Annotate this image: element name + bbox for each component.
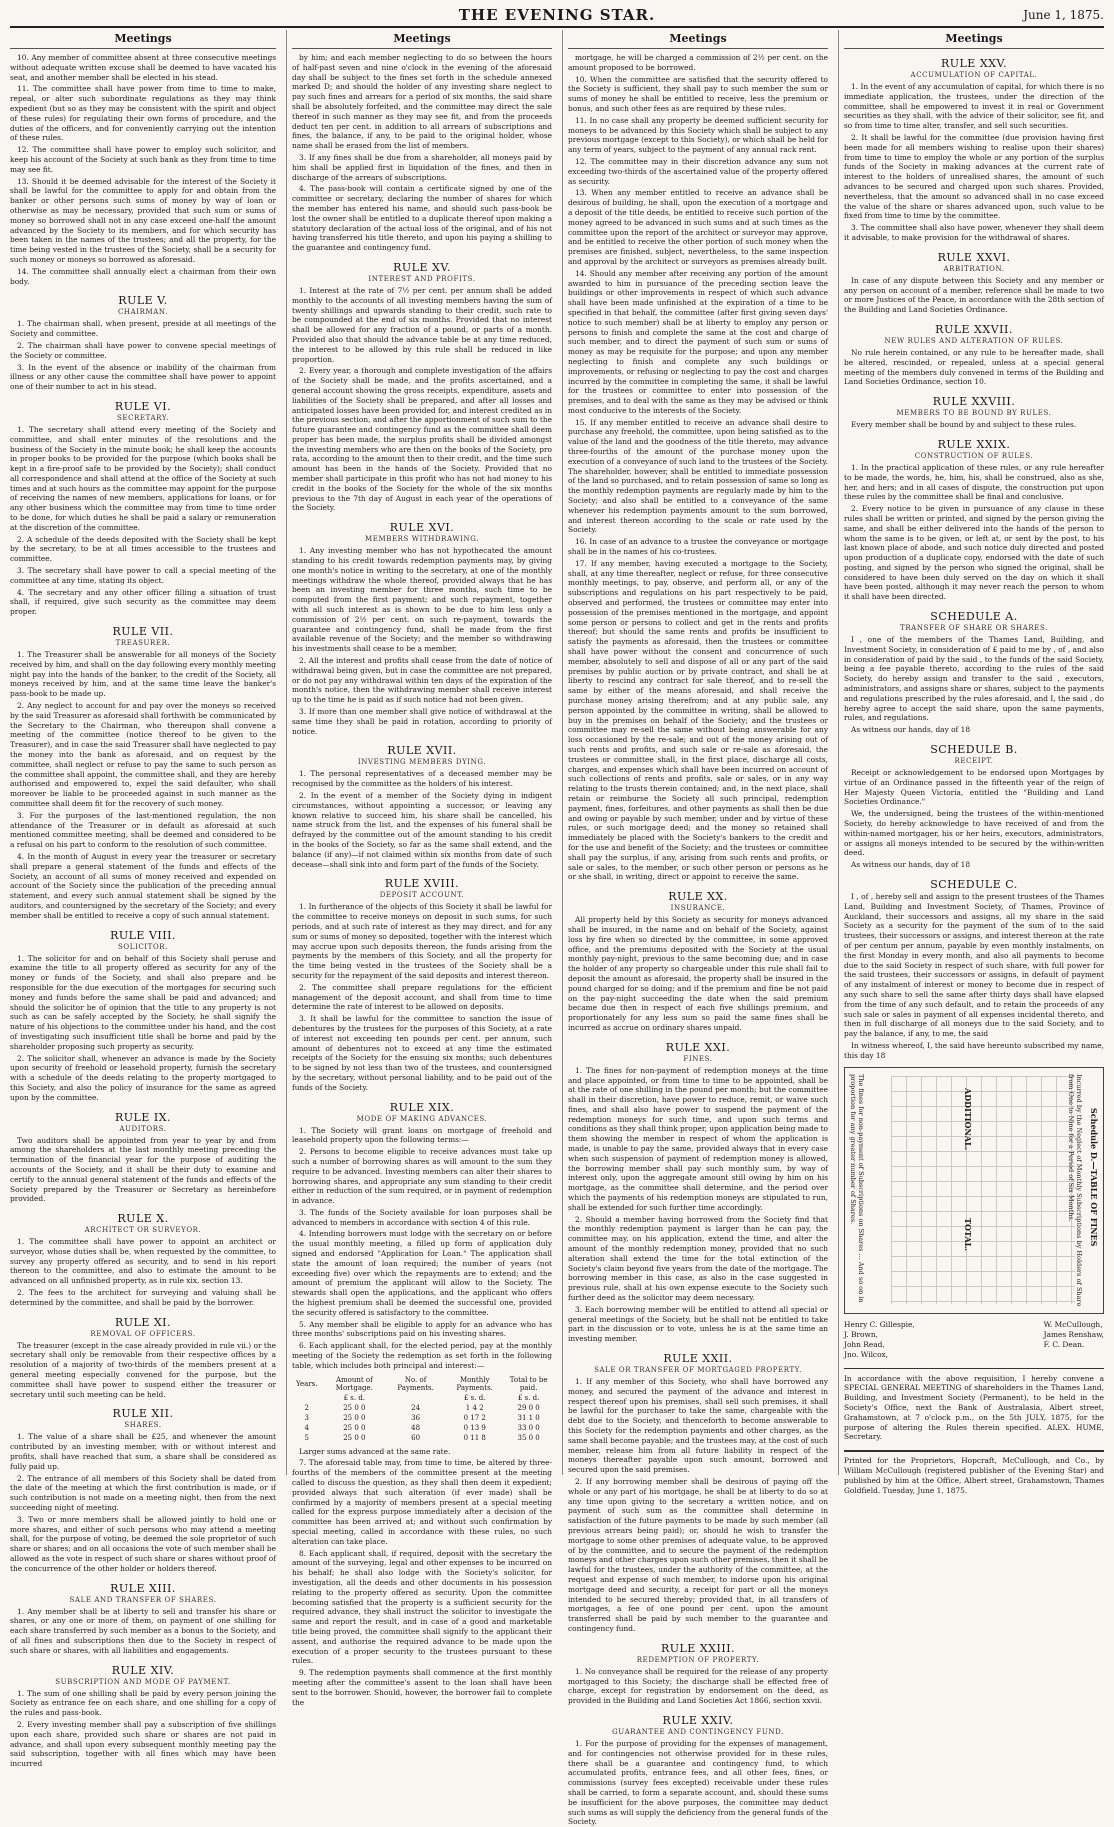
rule-heading: RULE XV.: [393, 260, 451, 274]
paragraph: 2. In the event of a member of the Society dying in indigent circumstances, without appointing a successor, or leaving any known relative to succeed him, his share shall be cancelled, his name struck from the list, and the expenses of his funeral shall be defrayed by the committee out of the amount standing to his credit in the books of the Society, so far as the same shall extend, and the balance (if any)—if not claimed within six months from date of such decease—shall sink into and form part of the funds of the Society.: [292, 791, 552, 869]
table-cell: 33 0 0: [517, 1423, 540, 1432]
paragraph: 4. Intending borrowers must lodge with the secretary on or before the usual monthly meeting, a filled up form of application duly signed and endorsed "Application for Loan." The application shall state the amount of loan required; the number of years (not exceeding five) over which the repayments are to extend; and the amount of premium the applicant will allow to the Society. The stewards shall open the applications, and the applicant who offers the highest premium shall be deemed the successful one, provided the security offered is satisfactory to the committee.: [292, 1229, 552, 1317]
paragraph: 1. No conveyance shall be required for the release of any property mortgaged to this Society; the discharge shall be effected free of charge, except for registration by endorsement on the deed, as provided in the Building and Land Societies Act 1866, section xxvii.: [568, 1666, 828, 1706]
paragraph: 2. The committee shall prepare regulations for the efficient management of the deposit account, and shall from time to time determine the rate of interest to be allowed on deposits.: [292, 982, 552, 1012]
column-heading: Meetings: [568, 30, 828, 49]
table-subheader: £ s. d.: [463, 1393, 486, 1402]
paragraph: 10. Any member of committee absent at three consecutive meetings without adequate written excuse shall be deemed to have vacated his seat, and another member shall be elected in his stead.: [10, 53, 276, 82]
paragraph: 1. Any investing member who has not hypothecated the amount standing to his credit towards redemption payments may, by giving one month's notice in writing to the secretary, at one of the monthly meetings withdraw the whole thereof, provided always that he has been an investing member for three months, such time to be computed from the first payment; and such repayment, together with all such interest as is shown to be due to him less only a commission of 2½ per cent. on such re-payment, towards the guarantee and contingency fund, shall be made from the first available revenue of the Society; and the member so withdrawing his investments shall cease to be a member.: [292, 546, 552, 654]
rule-subheading: INVESTING MEMBERS DYING.: [357, 758, 487, 767]
signatory: Jno. Wilcox,: [844, 1349, 889, 1359]
table-cell: 5: [304, 1433, 309, 1442]
rule-heading: RULE XXVIII.: [932, 395, 1016, 409]
table-header: Years.: [296, 1379, 318, 1388]
paragraph: I , of , hereby sell and assign to the present trustees of the Thames Land, Building and Investment Society, of Thames, Province of Auckland, their successors and assigns, all my share in the said Society as a security for the payment of the sum of to the said trustees, their successors or assigns, and interest thereon at the rate of per centum per annum, payable by even monthly instalments, on the first Monday in every month, and also all payments to become due to the said Society in respect of such share, with full power for the said trustees, their successors or assigns, in default of payment of any instalment of interest or money to become due in respect of any such share to sell the same after thirty days shall have elapsed from the time of any such default, and to retain the proceeds of any such sale or sales in payment of all expenses incidental thereto, and then in full discharge of all moneys due to the said Society, and to pay the balance, if any, to me, the said: [844, 892, 1104, 1039]
rule-subheading: CHAIRMAN.: [117, 308, 169, 317]
rule-subheading: CONSTRUCTION OF RULES.: [914, 451, 1034, 460]
paragraph: The treasurer (except in the case already provided in rule vii.) or the secretary shall only be removable from their respective offices by a resolution of a majority of two-thirds of the members present at a general meeting especially convened for the purpose, but the committee shall have power to suspend either the treasurer or secretary until such meeting can be held.: [10, 1340, 276, 1399]
signatures: [844, 1320, 1104, 1360]
paragraph: 2. Should a member having borrowed from the Society find that the monthly redemption payment is larger than he can pay, the committee may, on his application, extend the time, and alter the amount of the monthly redemption money, provided that no such alteration shall extend the time for the total extinction of the Society's claim beyond five years from the date of the mortgage. The borrowing member in this case, as also in the case suggested in previous rule, shall at his own expense execute to the Society such further deed as the solicitor may deem necessary.: [568, 1214, 828, 1303]
paragraph: 2. The entrance of all members of this Society shall be dated from the date of the meeting at which the first contribution is made, or if such contribution is not made on a meeting night, then from the next succeeding night of meeting.: [10, 1473, 276, 1513]
paragraph: 4. The secretary and any other officer filling a situation of trust shall, if required, give such security as the committee may deem proper.: [10, 587, 276, 617]
paragraph: 2. If any borrowing member shall be desirous of paying off the whole or any part of his mortgage, he shall be at liberty to do so at any time upon giving to the secretary a written notice, and on payment of such sum as the committee shall determine in satisfaction of the future payments to be made by such member (all previous arrears being paid); or, should he wish to transfer the mortgage to some other premises of adequate value, to be approved of by the committee, and to secure the payment of the redemption moneys and other charges upon such other premises, then it shall be lawful for the trustees, under the authority of the committee, at the request and expense of such member, to indorse upon his original mortgage deed and security, a receipt for part or all the moneys intended to be secured thereby; provided that, in all transfers of mortgages, a fee of one pound per cent. upon the amount transferred shall be paid by such member to the guarantee and contingency fund.: [568, 1476, 828, 1633]
rule-heading: RULE VIII.: [110, 928, 176, 942]
rule-heading: RULE XVII.: [387, 744, 457, 758]
paragraph: 3. If more than one member shall give notice of withdrawal at the same time they shall be paid in rotation, according to priority of notice.: [292, 707, 552, 736]
table-cell: 0 11 8: [463, 1433, 486, 1442]
paragraph: 1. The sum of one shilling shall be paid by every person joining the Society as entrance fee on each share, and one shilling for a copy of the rules and pass-book.: [10, 1688, 276, 1718]
paragraph: 1. In furtherance of the objects of this Society it shall be lawful for the committee to receive moneys on deposit in such sums, for such periods, and at such rate of interest as they may direct, and for any sum or sums of money so deposited, together with the interest which may accrue upon such deposits thereon, the funds arising from the payments by the members of this Society, and all the property for the time being vested in the trustees of the Society shall be a security for the repayment of the said deposits and interest thereon.: [292, 902, 552, 980]
fines-note: The fines for non-payment of Subscriptions on Shares ... And so on in proportion for any greater number of Shares.: [849, 1073, 865, 1303]
paragraph: 15. If any member entitled to receive an advance shall desire to purchase any freehold, the committee, upon being satisfied as to the value of the land and the goodness of the title thereto, may advance three-fourths of the amount of the purchase money upon the execution of a conveyance of such land to the trustees of the Society. The shareholder, however, shall be entitled to immediate possession of the land so purchased, and to retain possession of same so long as the monthly redemption payments are regularly made by him to the Society; and also shall be entitled to a conveyance of the same whenever his redemption payments amount to the sum borrowed, and interest thereon according to the scale or rate used by the Society.: [568, 417, 828, 535]
columns: [10, 30, 1104, 1827]
table-cell: 35 0 0: [517, 1433, 540, 1442]
paragraph: 1. For the purpose of providing for the expenses of management, and for contingencies not otherwise provided for in these rules, there shall be a guarantee and contingency fund, to which accumulated profits, entrance fees, and all other fees, fines, or commissions (survey fees excepted) receivable under these rules shall be carried, to form a separate account, and, should these sums be insufficient for the above purposes, the committee may deduct such sums as will supply the deficiency from the general funds of the Society.: [568, 1738, 828, 1827]
paragraph: In witness whereof, I, the said have hereunto subscribed my name, this day 18: [844, 1040, 1104, 1060]
rule-subheading: ARBITRATION.: [943, 264, 1005, 273]
paragraph: As witness our hands, day of 18: [851, 860, 971, 870]
table-cell: 1 4 2: [465, 1403, 484, 1412]
table-cell: 0 17 2: [463, 1413, 486, 1422]
rule-subheading: NEW RULES AND ALTERATION OF RULES.: [884, 336, 1064, 345]
rule-subheading: AUDITORS.: [119, 1124, 167, 1133]
paragraph: 2. Persons to become eligible to receive advances must take up such a number of borrowing shares as will amount to the sum they require to be advanced. Investing members can alter their shares to borrowing shares, and appropriate any sum standing to their credit either in reduction of the sum required, or in payment of redemption in advance.: [292, 1147, 552, 1206]
paragraph: In case of any dispute between this Society and any member or any person on account of a member, reference shall be made to two or more Justices of the Peace, in accordance with the 28th section of the Building and Land Societies Ordinance.: [844, 275, 1104, 315]
advance-table: [292, 1375, 552, 1443]
table-header: Amount of Mortgage.: [335, 1375, 373, 1392]
signatory: F. C. Dean.: [1043, 1339, 1085, 1349]
paragraph: 9. The redemption payments shall commence at the first monthly meeting after the committee's assent to the loan shall have been sent to the borrower. Should, however, the borrower fail to complete the: [292, 1668, 552, 1707]
fines-additional-label: ADDITIONAL.: [963, 1087, 973, 1150]
paragraph: 11. In no case shall any property be deemed sufficient security for moneys to be advanced by this Society which shall be subject to any previous mortgage (except to this Society), or which shall be held for any term of years, subject to the payment of any annual rack rent.: [568, 115, 829, 155]
paragraph: 1. In the practical application of these rules, or any rule hereafter to be made, the words, he, him, his, shall be construed, also as she, her, and hers; and in all cases of dispute, the construction put upon these rules by the committee shall be final and conclusive.: [844, 462, 1104, 502]
printer-imprint: Printed for the Proprietors, Hopcraft, McCullough, and Co., by William McCullough (registered publisher of the Evening Star) and published by him at the Office, Albert street, Grahamstown, Thames Goldfield. Tuesday, June 1, 1875.: [844, 1450, 1104, 1495]
table-cell: 0 13 9: [463, 1423, 486, 1432]
rule-heading: RULE XVI.: [389, 521, 455, 535]
rule-heading: RULE VI.: [114, 399, 172, 413]
paragraph: Larger sums advanced at the same rate.: [299, 1446, 451, 1456]
signatory: Henry C. Gillespie,: [844, 1319, 915, 1329]
rule-subheading: FINES.: [683, 1054, 713, 1063]
rule-heading: RULE XXIX.: [937, 437, 1011, 451]
signatory: James Renshaw,: [1043, 1329, 1104, 1339]
rule-subheading: MEMBERS TO BE BOUND BY RULES.: [896, 409, 1052, 418]
rule-heading: RULE X.: [117, 1212, 169, 1226]
rule-subheading: INTEREST AND PROFITS.: [368, 274, 476, 283]
column-heading: Meetings: [10, 30, 276, 49]
paragraph: 2. Every year, a thorough and complete investigation of the affairs of the Society shall be made, and the profits ascertained, and a general account showing the gross receipts, expenditure, assets and liabilities of the Society shall be prepared, and after all losses and anticipated losses have been provided for, and interest credited as in the previous section, and after the apportionment of such sum to the future guarantee and contingency fund as the committee shall deem proper has been made, the surplus profits shall be divided amongst the investing members who are then on the books of the Society, pro rata, according to the amount then to their credit, and the time such amount has been in the hands of the Society. Provided that no member shall participate in this profit who has not had money to his credit in the books of the Society for the whole of the six months previous to the 7th day of August in each year of the operations of the Society.: [292, 366, 552, 513]
rule-heading: RULE XXII.: [663, 1352, 733, 1366]
paragraph: 8. Each applicant shall, if required, deposit with the secretary the amount of the surveying, legal and other expenses to be incurred on his behalf; he shall also lodge with the Society's solicitor, for investigation, all the deeds and other documents in his possession relating to the property offered as security. Upon the committee becoming satisfied that the property is a sufficient security for the required advance, they shall instruct the solicitor to investigate the same and report the result, and in case of a good and marketable title being proved, the committee shall signify to the applicant their assent, and authorise the required advance to be made upon the execution of a proper security to the trustees pursuant to these rules.: [292, 1548, 552, 1666]
rule-heading: RULE XIX.: [389, 1100, 455, 1114]
fines-schedule-table: [844, 1067, 1104, 1314]
paragraph: Every member shall be bound by and subject to these rules.: [851, 420, 1077, 430]
table-cell: 25 0 0: [343, 1423, 366, 1432]
table-cell: 48: [411, 1423, 421, 1432]
rule-subheading: GUARANTEE AND CONTINGENCY FUND.: [612, 1727, 784, 1736]
table-cell: 25 0 0: [343, 1433, 366, 1442]
column-1: [10, 30, 276, 1769]
paragraph: 1. Interest at the rate of 7½ per cent. per annum shall be added monthly to the accounts of all investing members having the sum of twenty shillings and upwards standing to their credit, such rate to be compounded at the end of six months. Provided that no interest shall be allowed for any fraction of a pound, or parts of a month. Provided also that should the advance table be at any time reduced, the interest to be allowed by this rule shall be reduced in like proportion.: [292, 285, 552, 364]
rule-subheading: SALE AND TRANSFER OF SHARES.: [69, 1595, 217, 1604]
rule-heading: RULE IX.: [114, 1110, 172, 1124]
paragraph: 6. Each applicant shall, for the elected period, pay at the monthly meeting of the Society the redemption as set forth in the following table, which includes both principal and interest:—: [292, 1341, 552, 1370]
table-subheader: [292, 1393, 322, 1403]
paragraph: 1. The value of a share shall be £25, and whenever the amount contributed by an investing member, with or without interest and profits, shall have reached that sum, a share shall be considered as fully paid up.: [10, 1432, 276, 1471]
rule-heading: RULE XII.: [112, 1407, 174, 1421]
table-cell: 2: [304, 1403, 309, 1412]
masthead: [10, 4, 1104, 28]
paragraph: 3. Each borrowing member will be entitled to attend all special or general meetings of the Society, but he shall not be entitled to take part in the discussion or to vote, unless he is at the same time an investing member.: [568, 1304, 828, 1344]
paragraph: I , one of the members of the Thames Land, Building, and Investment Society, in consideration of £ paid to me by , of , and also in consideration of paid by the said , to the funds of the said Society, being a fee payable thereto, according to the rules of the said Society, do hereby assign and transfer to the said , executors, administrators, and assigns share or shares, subject to the payments and regulations prescribed by the rules aforesaid, and I, the said , do hereby agree to accept the said share, upon the same payments, rules, and regulations.: [844, 635, 1104, 723]
signatory: W. McCullough,: [1043, 1319, 1103, 1329]
rule-heading: RULE XXVI.: [937, 250, 1011, 264]
table-cell: 25 0 0: [343, 1403, 366, 1412]
rule-heading: RULE XXI.: [665, 1040, 731, 1054]
table-cell: 29 0 0: [517, 1403, 540, 1412]
paragraph: 10. When the committee are satisfied that the security offered to the Society is sufficient, they shall pay to such member the sum or sums of money he shall be entitled to receive, less the premium or bonus, and such other fees as are required by these rules.: [568, 74, 828, 113]
paragraph: We, the undersigned, being the trustees of the within-mentioned Society, do hereby acknowledge to have received of and from the within-named mortgager, his or her heirs, executors, administrators, or assigns all moneys intended to be secured by the within-written deed.: [844, 809, 1104, 858]
rule-heading: RULE XVIII.: [384, 877, 460, 891]
meeting-notice: In accordance with the above requisition, I hereby convene a SPECIAL GENERAL MEETING of shareholders in the Thames Land, Building, and Investment Society (Permanent), to be held in the Society's Office, next the Bank of Australasia, Albert street, Grahamstown, at 7 o'clock p.m., on the 5th JULY, 1875, for the purpose of altering the Rules therein specified. ALEX. HUME, Secretary.: [844, 1368, 1104, 1443]
rule-subheading: RECEIPT.: [954, 757, 994, 766]
paragraph: As witness our hands, day of 18: [851, 725, 971, 735]
rule-subheading: SHARES.: [124, 1421, 162, 1430]
paragraph: 2. Any neglect to account for and pay over the moneys so received by the said Treasurer as aforesaid shall forthwith be communicated by the Secretary to the Chairman, who thereupon shall convene a meeting of the committee (notice thereof to be given to the Treasurer), and in case the said Treasurer shall have neglected to pay the money into the bank as aforesaid, and on request by the committee, shall neglect or refuse to pay the same to such person as the committee shall appoint, the committee shall, and they are hereby authorised and empowered to, expel the said defaulter, who shall moreover be liable to be proceeded against in such manner as the committee shall deem fit for the recovery of such money.: [10, 701, 276, 808]
signatory: John Read,: [844, 1339, 885, 1349]
paragraph: 1. The committee shall have power to appoint an architect or surveyor, whose duties shall be, when requested by the committee, to survey any property offered as security, and to send in his report thereon to the committee, and also to estimate the amount to be advanced on all unfinished property, as in rule xix, section 13.: [10, 1237, 276, 1286]
rule-heading: SCHEDULE C.: [930, 878, 1018, 892]
rule-subheading: MEMBERS WITHDRAWING.: [364, 535, 480, 544]
rule-heading: RULE XX.: [668, 890, 728, 904]
rule-subheading: MODE OF MAKING ADVANCES.: [356, 1114, 488, 1123]
paragraph: 1. If any member of this Society, who shall have borrowed any money, and secured the payment of the advance and interest in respect thereof upon his premises, shall sell such premises, it shall be lawful for the purchaser to take the same, chargeable with the debt due to the Society, and thenceforth to become answerable to this Society for the redemption payments and other charges, as the same shall become payable; and the trustees may, at the cost of such member, release him from all future liability in respect of the moneys thereafter payable upon such amount, borrowed and secured upon the said premises.: [568, 1377, 828, 1475]
table-cell: 25 0 0: [343, 1413, 366, 1422]
paragraph: 3. It shall be lawful for the committee to sanction the issue of debentures by the trustees for the purposes of this Society, at a rate of interest not exceeding ten pounds per cent. per annum, such amount of debentures not to exceed at any time the estimated receipts of the Society for the ensuing six months; such debentures to be signed by not less than two of the trustees, and countersigned by the secretary, without personal liability, and to be paid out of the funds of the Society.: [292, 1014, 552, 1092]
paragraph: 3. If any fines shall be due from a shareholder, all moneys paid by him shall be applied first in liquidation of the fines, and then in discharge of the arrears of subscriptions.: [292, 152, 552, 182]
paragraph: 1. The solicitor for and on behalf of this Society shall peruse and examine the title to all property offered as security for any of the money or funds of the Society, and shall also prepare and be responsible for the due execution of the mortgages for securing such money and funds before the same shall be paid and advanced; and should the solicitor be of opinion that the title to any property is not such as can be safely accepted by the Society, he shall signify the nature of his objections to the committee under his hand, and the cost of investigating such insufficient title shall be borne and paid by the shareholder proposing such property as security.: [10, 953, 276, 1051]
paragraph: 13. Should it be deemed advisable for the interest of the Society it shall be lawful for the committee to apply for and obtain from the banker or other persons such sums of money by way of loan or otherwise as may be necessary, provided that such sum or sums of money so borrowed shall not in any case exceed one-half the amount advanced by the Society to its members, and for which security has been taken in the names of the trustees; and all the property, for the time being vested in the trustees of the Society, shall be a security for such money or moneys so borrowed as aforesaid.: [10, 176, 276, 264]
paragraph: by him; and each member neglecting to do so between the hours of half-past seven and nine o'clock in the evening of the aforesaid day shall be subject to the fines set forth in the schedule annexed marked D; and should the holder of any investing share neglect to pay such fines and arrears for a period of six months, the said share shall be absolutely forfeited, and the committee may direct the sale thereof in such manner as they may see fit, and from the proceeds deduct ten per cent. in addition to all arrears of subscriptions and fines, the balance, if any, to be paid to the original holder, whose name shall be erased from the list of members.: [292, 53, 552, 151]
paragraph: 5. Any member shall be eligible to apply for an advance who has three months' subscriptions paid on his investing shares.: [292, 1319, 552, 1339]
paragraph: 3. The committee shall also have power, whenever they shall deem it advisable, to make provision for the withdrawal of shares.: [844, 223, 1104, 242]
rule-subheading: SUBSCRIPTION AND MODE OF PAYMENT.: [55, 1677, 231, 1686]
paragraph: 2. Every notice to be given in pursuance of any clause in these rules shall be written or printed, and signed by the person giving the same, and shall be either delivered into the hands of the person to whom the same is to be given, or left at, or sent by the post, to his last known place of abode, and such notice duly directed and posted upon production of a duplicate copy, endorsed with the date of such posting, and signed by the person who signed the original, shall be considered to have been duly served on the day on which it shall have been posted, although it may never reach the person to whom it shall have been directed.: [844, 504, 1104, 602]
paragraph: Receipt or acknowledgement to be endorsed upon Mortgages by virtue of an Ordinance passed in the fifteenth year of the reign of Her Majesty Queen Victoria, entitled the "Building and Land Societies Ordinance.": [844, 768, 1104, 807]
paragraph: 1. The secretary shall attend every meeting of the Society and committee, and shall enter minutes of the resolutions and the business of the Society in the minute book; he shall keep the accounts in proper books to be provided for the purpose (which books shall be kept in a fire-proof safe to be provided by the Society); shall conduct all correspondence and shall attend at the office of the Society at such times and at such hours as the committee may appoint for the purpose of receiving the names of new members, applications for loans, or for any other business which the committee may from time to time order to be done, for which duties he shall be paid a salary or remuneration at the discretion of the committee.: [10, 424, 276, 532]
rule-heading: RULE XIII.: [110, 1581, 176, 1595]
paragraph: 12. The committee shall have power to employ such solicitor, and keep his account of the Society at such bank as they from time to time may see fit.: [10, 145, 276, 174]
paragraph: 3. For the purposes of the last-mentioned regulation, the non attendance of the Treasurer or in default as aforesaid at such mentioned committee meeting, shall be deemed and considered to be a refusal on his part to conform to the resolution of such committee.: [10, 810, 276, 850]
paragraph: 14. Should any member after receiving any portion of the amount awarded to him in pursuance of the preceding section leave the buildings or other improvements in respect of which such advance shall have been made unfinished at the expiration of a time to be specified in that behalf, the committee (after first giving seven days' notice to such member) shall be at liberty to employ any person or persons to finish and complete the same at the cost and charge of such member, and to direct the payment of such sum or sums of money as may be requisite for the purpose; and upon any member neglecting to finish and complete any such buildings or improvements, or refusing or neglecting to pay the cost and charges incurred by the committee in completing the same, it shall be lawful for the trustees or committee to enter into possession of the premises, and to deal with the same as they may be advised or think most conducive to the interests of the Society.: [568, 268, 828, 415]
paragraph: No rule herein contained, or any rule to be hereafter made, shall be altered, rescinded, or repealed, unless at a special general meeting of the members duly convened in terms of the Building and Land Societies Ordinance, section 10.: [844, 347, 1104, 387]
rule-heading: RULE XIV.: [111, 1663, 175, 1677]
paragraph: 1. Any member shall be at liberty to sell and transfer his share or shares, or any one or more of them, on payment of one shilling for each share transferred by such member as a bonus to the Society, and of all fines and subscriptions then due to the Society in respect of such share or shares, with all liabilities and engagements.: [10, 1606, 276, 1655]
paragraph: 1. The Society will grant loans on mortgage of freehold and leasehold property upon the following terms:—: [292, 1125, 552, 1145]
rule-heading: RULE XI.: [114, 1315, 172, 1329]
paragraph: 17. If any member, having executed a mortgage to the Society, shall, at any time thereafter, neglect or refuse, for three consecutive monthly meetings, to pay, observe, and perform all, or any of the subscriptions and regulations on his part respectively to be paid, observed and performed, the trustees or committee may enter into possession of the premises mentioned in the mortgage, and appoint some person or persons to collect and get in the rents and profits thereof; but should the same rents and profits be insufficient to satisfy the payments as aforesaid, then the trustees or committee shall have power without the consent and concurrence of such member, absolutely to sell and dispose of all or any part of the said premises by public auction or by private contract, and shall be at liberty to rescind any contract for sale thereof, and to re-sell the same by either of the means aforesaid, and shall receive the purchase money arising therefrom; and at any public sale, any person appointed by the committee in writing, shall be allowed to buy in the premises on behalf of the Society; and the trustees or committee may re-sell the same without being answerable for any loss occasioned by the re-sale; and out of the money arising out of such rents and profits, and such sale or re-sale as aforesaid, the trustees or committee shall, in the first place, discharge all costs, charges, and expenses which shall have been incurred on account of such collections of rents and profits, sale or sales, or in any way relating to the trusts therein contained; and, in the next place, shall retain or reimburse the Society all such principal, redemption payment, fines, forfeitures, and other payments as shall then be due and owing or payable by such member, under and by virtue of these rules, or such mortgage deed; and the money so retained shall immediately be placed with the Society's bankers to the credit and for the use and benefit of the Society; and the trustees or committee shall pay the surplus, if any, arising from such rents and profits, or sale or sales, to the member, or such other person or persons as he or she shall, in writing, direct or appoint to receive the same.: [568, 558, 828, 882]
paragraph: 3. In the event of the absence or inability of the chairman from illness or any other cause the committee shall have power to appoint one of their number to act in his stead.: [10, 362, 276, 392]
table-subheader: £ s. d.: [517, 1393, 540, 1402]
table-subheader: [387, 1393, 444, 1403]
paragraph: 7. The aforesaid table may, from time to time, be altered by three-fourths of the members of the committee present at the meeting called to discuss the question, as they shall then deem it expedient; provided always that such alteration (if ever made) shall be confirmed by a majority of members present at a special meeting called for the express purpose immediately after a decision of the committee has been arrived at; and without such confirmation by special meeting, called in accordance with these rules, no such alteration can take place.: [292, 1458, 552, 1546]
signatures-left: [844, 1320, 915, 1360]
paragraph: 1. The personal representatives of a deceased member may be recognised by the committee as the holders of his interest.: [292, 769, 552, 789]
rule-subheading: ARCHITECT OR SURVEYOR.: [84, 1226, 202, 1235]
table-header: Monthly Payments.: [456, 1375, 493, 1392]
fines-grid: [891, 1076, 1075, 1304]
column-2: [286, 30, 552, 1707]
rule-heading: RULE XXVII.: [935, 322, 1013, 336]
paragraph: 14. The committee shall annually elect a chairman from their own body.: [10, 266, 276, 286]
rule-subheading: REDEMPTION OF PROPERTY.: [636, 1655, 760, 1664]
table-header: No. of Payments.: [397, 1375, 434, 1392]
column-3: [562, 30, 829, 1827]
paragraph: 2. The chairman shall have power to convene special meetings of the Society or committee.: [10, 340, 276, 360]
rule-subheading: ACCUMULATION OF CAPITAL.: [910, 71, 1038, 79]
column-heading: Meetings: [844, 30, 1104, 49]
table-cell: 36: [411, 1413, 421, 1422]
issue-date: June 1, 1875.: [1023, 8, 1104, 22]
table-header: Total to be paid.: [509, 1375, 548, 1392]
fines-title: Schedule D.—TABLE OF FINES: [1089, 1107, 1099, 1246]
paragraph: 12. The committee may in their discretion advance any sum not exceeding two-thirds of the ascertained value of the property offered as security.: [568, 156, 828, 186]
paragraph: 2. A schedule of the deeds deposited with the Society shall be kept by the secretary, to be at all times accessible to the trustees and committee.: [10, 534, 276, 564]
table-cell: 3: [304, 1413, 309, 1422]
table-cell: 60: [411, 1433, 421, 1442]
rule-heading: RULE VII.: [112, 625, 174, 639]
rule-heading: SCHEDULE A.: [930, 610, 1018, 624]
paragraph: 13. When any member entitled to receive an advance shall be desirous of building, he shall, upon the execution of a mortgage and a deposit of the title deeds, be entitled to receive such portion of the money agreed to be advanced in such sums and at such times as the committee upon the report of the architect or surveyor may approve, and be entitled to receive the other portion of such money when the premises are finished, subject, nevertheless, to the same inspection and approval by the architect or surveyors as premises already built.: [568, 188, 828, 266]
rule-subheading: SOLICITOR.: [118, 942, 168, 951]
rule-heading: RULE XXV.: [940, 57, 1008, 70]
paragraph: 16. In case of an advance to a trustee the conveyance or mortgage shall be in the names of his co-trustees.: [568, 537, 828, 557]
signatory: J. Brown,: [844, 1329, 878, 1339]
column-heading: Meetings: [292, 30, 552, 49]
fines-subtitle: Incurred by the Neglect of Monthly Subscriptions by Holders of Share from One to Nine for a Period of Six Months.: [1067, 1073, 1083, 1306]
rule-subheading: SECRETARY.: [117, 413, 169, 422]
rule-heading: RULE XXIV.: [662, 1713, 734, 1727]
paragraph: 4. The pass-book will contain a certificate signed by one of the committee or secretary, declaring the number of shares for which the member has entered his name, and should such pass-book be lost the owner shall be entitled to a duplicate thereof upon making a statutory declaration of the actual loss of the original, and of his not having transferred his title thereto, and upon his paying a shilling to the guarantee and contingency fund.: [292, 184, 552, 253]
paragraph: 2. Every investing member shall pay a subscription of five shillings upon each share, provided such share or shares are not paid in advance, and shall upon every subsequent monthly meeting pay the said subscription, together with all fines which may have been incurred: [10, 1719, 276, 1769]
paragraph: mortgage, he will be charged a commission of 2½ per cent. on the amount proposed to be borrowed.: [568, 53, 828, 72]
paragraph: 2. All the interest and profits shall cease from the date of notice of withdrawal being given, but in case the committee are not prepared, or do not pay any withdrawal within ten days of the expiration of the month's notice, then the withdrawing member shall receive interest up to the time he is paid as if such notice had not been given.: [292, 656, 552, 705]
table-row: [292, 1403, 552, 1413]
paragraph: 1. The chairman shall, when present, preside at all meetings of the Society and committee.: [10, 319, 276, 339]
paragraph: 1. In the event of any accumulation of capital, for which there is no immediate application, the trustees, under the direction of the committee, shall be empowered to invest it in real or Government securities as they shall, with the advice of their solicitor, see fit, and so from time to time alter, transfer, and sell such securities.: [844, 82, 1104, 131]
paragraph: 3. The funds of the Society available for loan purposes shall be advanced to members in accordance with section 4 of this rule.: [292, 1207, 552, 1227]
paragraph: 2. The fees to the architect for surveying and valuing shall be determined by the committee, and shall be paid by the borrower.: [10, 1288, 276, 1307]
fines-total-label: TOTAL.: [963, 1217, 973, 1251]
paragraph: 3. Two or more members shall be allowed jointly to hold one or more shares, and either of such persons who may attend a meeting shall, for the purpose of voting, be deemed the sole proprietor of such share or shares; and on all occasions the vote of such member shall be allowed as the vote in respect of such share or shares without proof of the concurrence of the other holder or holders thereof.: [10, 1514, 276, 1573]
paragraph: Two auditors shall be appointed from year to year by and from among the shareholders at the last monthly meeting preceding the termination of the financial year for the purpose of auditing the accounts of the Society, and it shall be their duty to examine and certify to the annual general statement of the funds and effects of the Society prepared by the Treasurer or Secretary as hereinbefore provided.: [10, 1135, 276, 1204]
paragraph: All property held by this Society as security for moneys advanced shall be insured, in the name and on behalf of the Society, against loss by fire when so directed by the committee, in some approved office, and the premiums deposited with the Society at the usual monthly pay-night, previous to the same becoming due; and in case the holder of any property so chargeable under this rule shall fail to deposit the amount as aforesaid, the property shall be insured in the pound charged for so doing; and if the premium and fine be not paid on the pay-night succeeding the date when the said premium became due then in respect of each five shillings premium, and proportionately for any less sum so paid the same fines shall be incurred as accrue on ordinary shares unpaid.: [568, 915, 828, 1032]
rule-subheading: TREASURER.: [115, 639, 171, 648]
paragraph: 11. The committee shall have power from time to time to make, repeal, or alter such subordinate regulations as they may think expedient (but so as they may be consistent with the spirit and object of these rules) for regulating their own forms of procedure, and the duties of the officers, and for conveniently carrying out the intention of these rules.: [10, 84, 276, 143]
table-cell: 31 1 0: [517, 1413, 540, 1422]
table-row: [292, 1433, 552, 1443]
table-row: [292, 1423, 552, 1433]
paragraph: 3. The secretary shall have power to call a special meeting of the committee at any time, stating its object.: [10, 566, 276, 585]
rule-heading: SCHEDULE B.: [930, 743, 1018, 757]
rule-heading: RULE V.: [118, 294, 168, 308]
table-subheader: £ s. d.: [343, 1393, 366, 1402]
signatures-right: [1044, 1320, 1104, 1360]
table-cell: 4: [304, 1423, 309, 1432]
rule-subheading: DEPOSIT ACCOUNT.: [379, 891, 465, 900]
rule-heading: RULE XXIII.: [660, 1641, 736, 1655]
paragraph: 2. The solicitor shall, whenever an advance is made by the Society upon security of freehold or leasehold property, furnish the secretary with a schedule of the deeds relating to the property mortgaged to this Society, and also the policy of insurance for the same as agreed upon by the committee.: [10, 1053, 276, 1102]
rule-subheading: TRANSFER OF SHARE OR SHARES.: [900, 624, 1048, 633]
table-cell: 24: [411, 1403, 421, 1412]
paragraph: 1. The fines for non-payment of redemption moneys at the time and place appointed, or from time to time to be appointed, shall be at the rate of one shilling in the pound per month; but the committee shall in their discretion, have power to reduce, remit, or waive such fines, and shall also have power to suspend the payment of the redemption moneys for such time, and upon such terms and conditions as they shall think proper, upon application being made to them showing the member in respect of whom the application is made, is unable to pay the same, provided always that in every case when such suspension of payment of redemption money is allowed, the borrowing member shall pay such monthly sum, by way of interest only, upon the aggregate amount still owing by him on his mortgage, as the committee shall determine, and the period over which the payments of his redemption moneys are stipulated to run, shall be extended for such further time accordingly.: [568, 1065, 828, 1212]
paragraph: 4. In the month of August in every year the treasurer or secretary shall prepare a general statement of the funds and effects of the Society, an account of all sums of money received and expended on account of the Society since the publication of the preceding annual statement, and every such annual statement shall be signed by the auditors, and countersigned by the secretary of the Society; and every member shall be entitled to receive a copy of such annual statement.: [10, 851, 276, 920]
rule-subheading: SALE OR TRANSFER OF MORTGAGED PROPERTY.: [594, 1366, 802, 1375]
newspaper-title: THE EVENING STAR.: [458, 6, 656, 24]
rule-subheading: REMOVAL OF OFFICERS.: [90, 1329, 196, 1338]
column-4: [838, 30, 1104, 1495]
rule-subheading: INSURANCE.: [670, 904, 726, 913]
paragraph: 2. It shall be lawful for the committee (due provision having first been made for all members wishing to realise upon their shares) from time to time to employ the whole or any portion of the surplus funds of the Society in making advances at the current rate of interest to the holders of unrealised shares, the amount of such advances to be secured and charged upon such shares. Provided, nevertheless, that the amount so advanced shall in no case exceed the value of the share or shares advanced upon, such value to be fixed from time to time by the committee.: [844, 132, 1104, 221]
paragraph: 1. The Treasurer shall be answerable for all moneys of the Society received by him, and shall on the day following every monthly meeting night pay into the hands of the banker, to the credit of the Society, all moneys received by him, and at the same time leave the banker's pass-book to be made up.: [10, 650, 276, 699]
table-row: [292, 1413, 552, 1423]
